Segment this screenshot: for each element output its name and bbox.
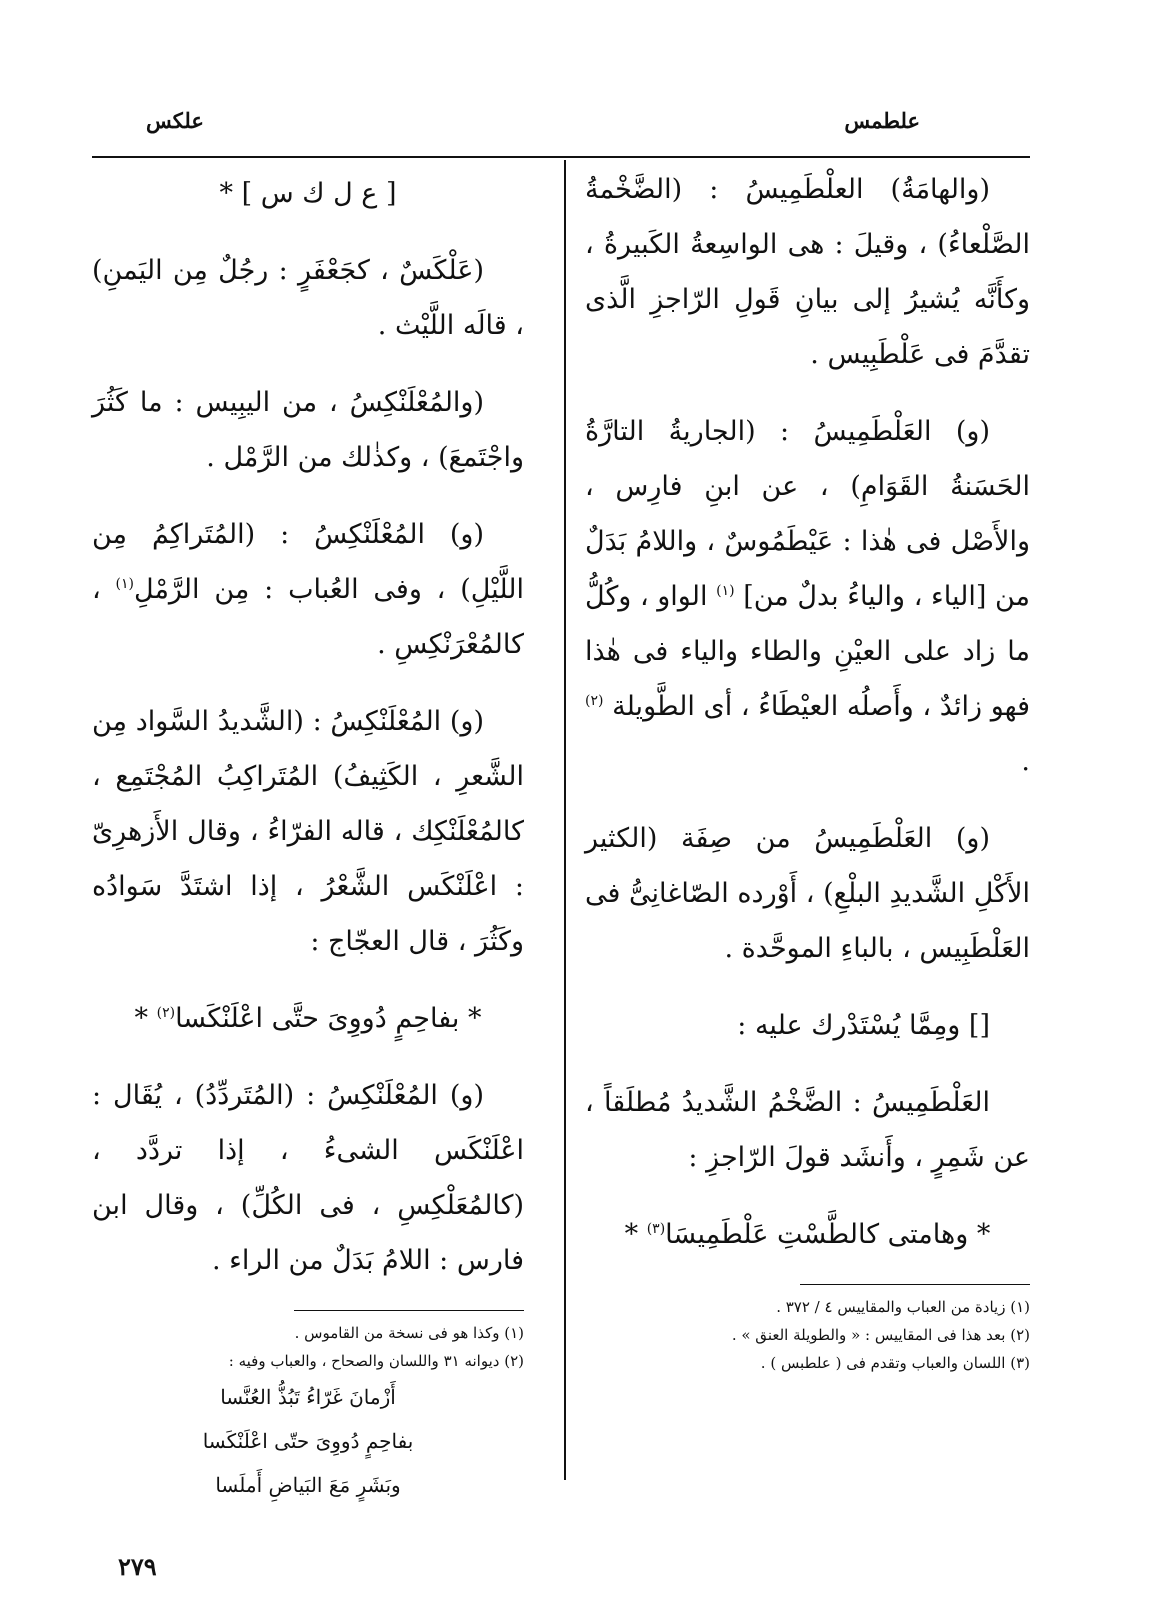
entry-paragraph xyxy=(585,1075,1030,1185)
footnote-mark: (١) xyxy=(716,583,735,599)
footnote-mark: (٢) xyxy=(585,693,604,709)
footnote-poem-line: أَزْمانَ غَرّاءُ تَبُذُّ العُنَّسا xyxy=(220,1385,396,1409)
verse-text: بفاحِمٍ دُووِىَ حتَّى اعْلَنْكَسا xyxy=(175,1003,460,1034)
paragraph-text: (والمُعْلَنْكِسُ ، من اليبِيس : ما كَثُرَ واجْتَمعَ) ، وكذٰلك من الرَّمْل . xyxy=(92,387,524,473)
paragraph-text: العَلْطَمِيسُ : الضَّخْمُ الشَّديدُ مُطلَقاً ، عن شَمِرٍ ، وأَنشَد قولَ الرّاجزِ : xyxy=(585,1087,1030,1173)
footnote-rule xyxy=(800,1284,1030,1285)
column-divider xyxy=(564,160,566,1480)
entry-paragraph xyxy=(92,694,524,969)
paragraph-text: (و) المُعْلَنْكِسُ : (المُتَراكِمُ مِن اللَّيْلِ) ، وفى العُباب : مِن الرَّمْلِ xyxy=(92,519,525,605)
footnote-rule xyxy=(294,1310,524,1311)
entry-paragraph xyxy=(585,811,1030,976)
paragraph-text: كالمُعْرَنْكِسِ . xyxy=(377,629,524,660)
running-header-left: علكس xyxy=(146,108,204,133)
footnote-poem-line: بفاحِمٍ دُووِىَ حتّى اعْلَنْكَسا xyxy=(202,1429,414,1453)
footnote-mark: (٢) xyxy=(156,1005,176,1021)
paragraph-text: (و) المُعْلَنْكِسُ : (المُتَردِّدُ) ، يُقَال : اعْلَنْكَس الشىءُ ، إذا تردَّد ، (كالمُعَلْكِسِ ، فى الكُلِّ) ، وقال ابن فارس : اللامُ بَدَلٌ من الراء . xyxy=(92,1080,524,1276)
right-column xyxy=(585,162,1030,1377)
page-number: ٢٧٩ xyxy=(118,1552,157,1581)
footnote: (١) زيادة من العباب والمقاييس ٤ / ٣٧٢ . xyxy=(776,1298,1030,1316)
verse-line: * بفاحِمٍ دُووِىَ حتَّى اعْلَنْكَسا$^{(٢)}$ * xyxy=(134,1003,482,1034)
paragraph-text: (و) العَلْطَمِيسُ : (الجاريةُ التارَّةُ الحَسَنةُ القَوَامِ) ، عن ابنِ فارِس ، والأَصْل فى هٰذا : عَيْطَمُوسٌ ، واللامُ بَدَلٌ من [الياء ، والياءُ بدلٌ من] xyxy=(585,416,1030,612)
paragraph-text: (والهامَةُ) العلْطَمِيسُ : (الضَّخْمةُ الصَّلْعاءُ) ، وقيلَ : هى الواسِعةُ الكَبيرةُ ، وكأَنَّه يُشيرُ إلى بيانِ قَولِ الرّاجزِ الَّذى تقدَّمَ فى عَلْطَبِيس . xyxy=(585,174,1030,370)
entry-paragraph xyxy=(585,162,1030,382)
paragraph-text: (و) العَلْطَمِيسُ من صِفَة (الكثير الأَكْلِ الشَّديدِ البلْعِ) ، أَوْرده الصّاغانِىُّ فى العَلْطَبِيس ، بالباءِ الموحَّدة . xyxy=(585,823,1030,964)
paragraph-text: [] ومِمَّا يُسْتَدْرك عليه : xyxy=(737,1010,990,1041)
running-header-right: علطمس xyxy=(844,108,920,133)
paragraph-text: (عَلْكَسٌ ، كجَعْفَرٍ : رجُلٌ مِن اليَمنِ) ، قالَه اللَّيْث . xyxy=(92,255,524,341)
header-rule xyxy=(92,156,1030,158)
paragraph-text: (و) المُعْلَنْكِسُ : (الشَّديدُ السَّواد مِن الشَّعرِ ، الكَثِيفُ) المُتَراكِبُ المُجْتَمِع ، كالمُعْلَنْكِك ، قاله الفرّاءُ ، وقال الأَزهرِىّ : اعْلَنْكَس الشَّعْرُ ، إذا اشتَدَّ سَوادُه وكَثُرَ ، قال العجّاج : xyxy=(92,706,524,957)
entry-paragraph xyxy=(92,1068,524,1288)
section-heading: [ ع ل ك س ] * xyxy=(219,178,397,209)
footnote: (٢) ديوانه ٣١ واللسان والصحاح ، والعباب وفيه : xyxy=(228,1352,524,1370)
entry-paragraph: (و) العَلْطَمِيسُ : (الجاريةُ التارَّةُ الحَسَنةُ القَوَامِ) ، عن ابنِ فارِس ، والأَصْل فى هٰذا : عَيْطَمُوسٌ ، واللامُ بَدَلٌ من [الياء ، والياءُ بدلٌ من] $^{(١)}$ الواو ، وكُلُّ ما زاد على العيْنِ والطاء والياء فى هٰذا فهو زائدٌ ، وأَصلُه العيْطَاءُ ، أى الطَّويلة $^{(٢)}$ . xyxy=(585,416,1030,777)
verse-line: * وهامتى كالطَّسْتِ عَلْطَمِيسَا$^{(٣)}$ * xyxy=(624,1219,991,1250)
addendum-heading xyxy=(585,998,1030,1053)
footnote: (١) وكذا هو فى نسخة من القاموس . xyxy=(294,1324,524,1342)
footnote: (٢) بعد هذا فى المقاييس : « والطويلة العنق » . xyxy=(731,1326,1030,1344)
entry-paragraph xyxy=(92,243,524,353)
paragraph-text: الواو ، وكُلُّ ما زاد على العيْنِ والطاء والياء فى هٰذا فهو زائدٌ ، وأَصلُه العيْطَاءُ ، أى الطَّويلة xyxy=(585,581,1030,722)
footnote-poem-line: وبَشَرٍ مَعَ البَياضِ أَملَسا xyxy=(215,1473,401,1497)
section-heading-text: [ ع ل ك س ] xyxy=(241,178,397,209)
verse-text: وهامتى كالطَّسْتِ عَلْطَمِيسَا xyxy=(665,1219,969,1250)
entry-paragraph xyxy=(92,375,524,485)
footnote-mark: (١) xyxy=(115,576,134,592)
entry-paragraph: (و) المُعْلَنْكِسُ : (المُتَراكِمُ مِن اللَّيْلِ) ، وفى العُباب : مِن الرَّمْلِ$^{(١)}$ ، كالمُعْرَنْكِسِ . xyxy=(92,519,525,660)
footnote: (٣) اللسان والعباب وتقدم فى ( علطبس ) . xyxy=(760,1354,1030,1372)
footnote-mark: (٣) xyxy=(646,1221,666,1237)
left-column xyxy=(92,166,524,1507)
